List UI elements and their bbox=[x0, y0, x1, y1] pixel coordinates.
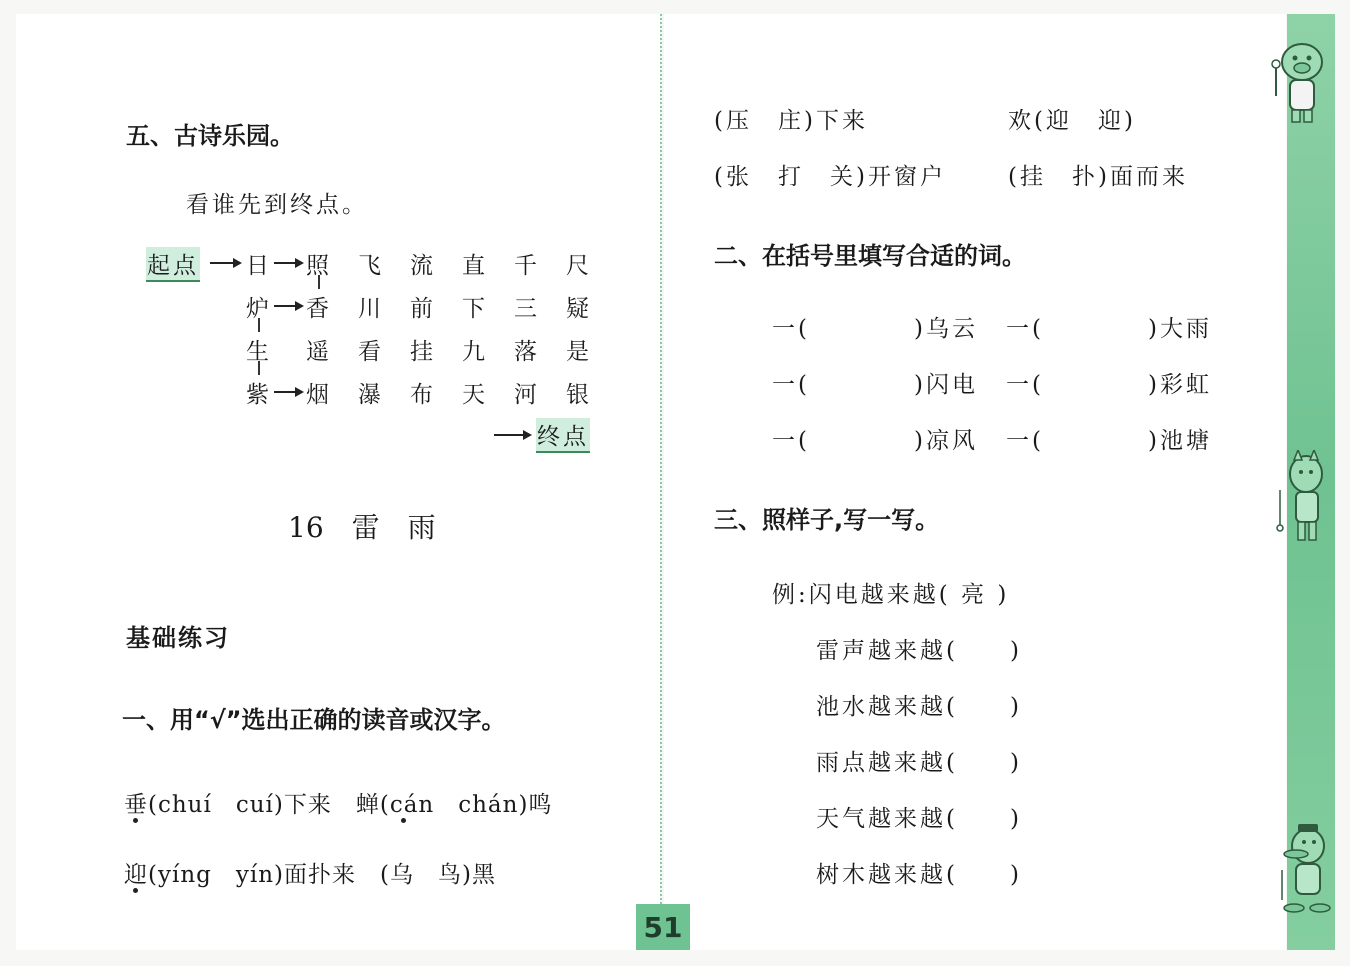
q2-item: 一( )凉风 bbox=[772, 428, 978, 454]
q1-line2: 迎(yíng yín)面扑来 (乌 鸟)黑 bbox=[124, 862, 496, 888]
book-spine bbox=[660, 14, 662, 948]
q1-line3-b: 欢(迎 迎) bbox=[1008, 108, 1136, 134]
emphasis-dot bbox=[401, 818, 406, 823]
emphasis-dot bbox=[133, 888, 138, 893]
grid-cell: 九 bbox=[462, 339, 485, 365]
end-arrow bbox=[494, 434, 530, 436]
start-label: 起点 bbox=[146, 247, 200, 282]
connector-line bbox=[274, 305, 302, 307]
connector-line bbox=[274, 391, 302, 393]
grid-cell: 遥 bbox=[306, 339, 329, 365]
q3-example: 例:闪电越来越( 亮 ) bbox=[772, 582, 1010, 608]
grid-cell: 瀑 bbox=[358, 382, 381, 408]
duck-mascot-icon bbox=[1270, 820, 1338, 920]
grid-cell: 疑 bbox=[566, 296, 589, 322]
connector-line bbox=[258, 318, 260, 332]
q3-item: 雷声越来越( ) bbox=[816, 638, 1022, 664]
grid-cell: 紫 bbox=[246, 382, 269, 408]
q2-title: 二、在括号里填写合适的词。 bbox=[714, 242, 1026, 270]
end-label: 终点 bbox=[536, 418, 590, 453]
basic-practice-title: 基础练习 bbox=[126, 624, 230, 652]
q2-item: 一( )池塘 bbox=[1006, 428, 1212, 454]
connector-line bbox=[318, 275, 320, 289]
grid-cell: 天 bbox=[462, 382, 485, 408]
q2-item: 一( )彩虹 bbox=[1006, 372, 1212, 398]
grid-cell: 日 bbox=[246, 253, 269, 279]
grid-cell: 三 bbox=[514, 296, 537, 322]
grid-cell: 流 bbox=[410, 253, 433, 279]
q1-title: 一、用“√”选出正确的读音或汉字。 bbox=[122, 706, 506, 734]
grid-cell: 飞 bbox=[358, 253, 381, 279]
q1-line3-a: (压 庄)下来 bbox=[714, 108, 868, 134]
q3-title: 三、照样子,写一写。 bbox=[714, 506, 940, 534]
pig-mascot-icon bbox=[1262, 36, 1340, 126]
grid-cell: 炉 bbox=[246, 296, 269, 322]
grid-cell: 落 bbox=[514, 339, 537, 365]
section5-instruction: 看谁先到终点。 bbox=[186, 192, 368, 218]
q2-item: 一( )闪电 bbox=[772, 372, 978, 398]
grid-cell: 布 bbox=[410, 382, 433, 408]
connector-line bbox=[258, 361, 260, 375]
q3-item: 树木越来越( ) bbox=[816, 862, 1022, 888]
grid-cell: 尺 bbox=[566, 253, 589, 279]
q3-item: 天气越来越( ) bbox=[816, 806, 1022, 832]
q2-item: 一( )乌云 bbox=[772, 316, 978, 342]
lesson-title: 16 雷 雨 bbox=[288, 511, 436, 544]
q1-line4-b: (挂 扑)面而来 bbox=[1008, 164, 1188, 190]
q2-item: 一( )大雨 bbox=[1006, 316, 1212, 342]
grid-cell: 挂 bbox=[410, 339, 433, 365]
grid-cell: 千 bbox=[514, 253, 537, 279]
grid-cell: 香 bbox=[306, 296, 329, 322]
q3-item: 雨点越来越( ) bbox=[816, 750, 1022, 776]
grid-cell: 照 bbox=[306, 253, 329, 279]
q1-line4-a: (张 打 关)开窗户 bbox=[714, 164, 946, 190]
section5-title: 五、古诗乐园。 bbox=[126, 122, 294, 150]
grid-cell: 看 bbox=[358, 339, 381, 365]
wolf-mascot-icon bbox=[1272, 450, 1336, 546]
grid-cell: 河 bbox=[514, 382, 537, 408]
grid-cell: 烟 bbox=[306, 382, 329, 408]
q3-item: 池水越来越( ) bbox=[816, 694, 1022, 720]
grid-cell: 直 bbox=[462, 253, 485, 279]
grid-cell: 前 bbox=[410, 296, 433, 322]
start-arrow bbox=[210, 262, 240, 264]
emphasis-dot bbox=[133, 818, 138, 823]
grid-cell: 是 bbox=[566, 339, 589, 365]
grid-cell: 生 bbox=[246, 339, 269, 365]
grid-cell: 川 bbox=[358, 296, 381, 322]
page-number: 51 bbox=[636, 904, 690, 950]
connector-line bbox=[274, 262, 302, 264]
grid-cell: 下 bbox=[462, 296, 485, 322]
grid-cell: 银 bbox=[566, 382, 589, 408]
q1-line1: 垂(chuí cuí)下来 蝉(cán chán)鸣 bbox=[124, 792, 553, 818]
